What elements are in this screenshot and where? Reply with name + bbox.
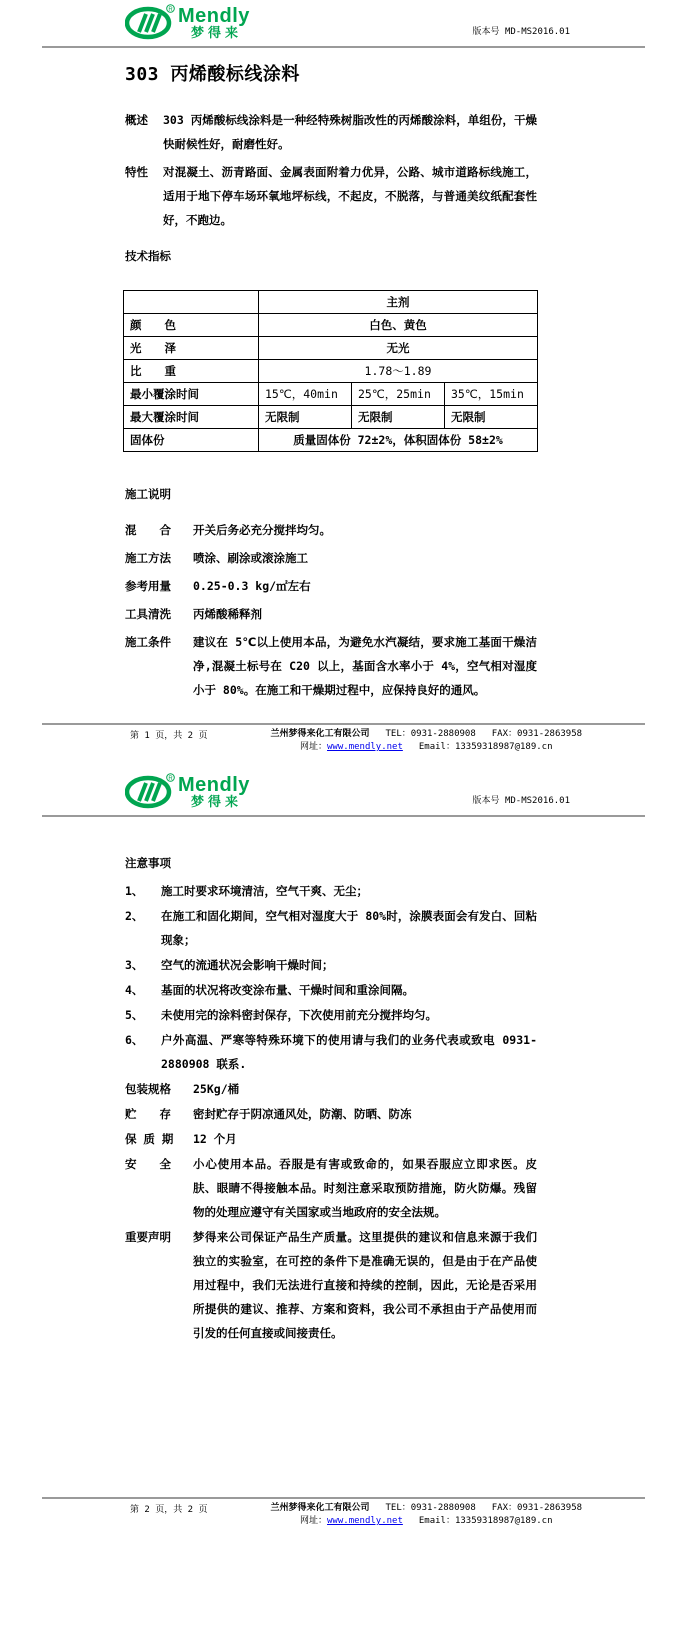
page-number: 第 1 页，共 2 页 (130, 731, 208, 741)
note-item (125, 978, 537, 1002)
intro-row-overview (125, 108, 537, 156)
brand-name-cn: 梦得来 (191, 26, 243, 41)
info-row-disclaimer (125, 1225, 537, 1345)
table-cell-empty (124, 291, 259, 314)
section-text: 对混凝土、沥青路面、金属表面附着力优异，公路、城市道路标线施工，适用于地下停车场环氧地坪标线，不起皮，不脱落，与普通美纹纸配套性好，不跑边。 (163, 165, 537, 227)
brand-name-en: Mendly (178, 5, 250, 27)
table-header-main-agent: 主剂 (259, 291, 538, 314)
page-1 (0, 0, 687, 757)
table-row (124, 360, 538, 383)
note-item (125, 904, 537, 952)
intro-row-features (125, 160, 537, 232)
construction-row-usage (125, 574, 537, 598)
email: Email：13359318987@189.cn (418, 1516, 553, 1526)
brand-name-cn: 梦得来 (191, 795, 243, 810)
info-row-packaging (125, 1077, 537, 1101)
website-label: 网址： (300, 742, 328, 752)
table-row (124, 383, 538, 406)
row-label: 安 全 (125, 1157, 171, 1171)
row-label: 颜 色 (124, 314, 259, 337)
row-label: 保 质 期 (125, 1132, 174, 1146)
row-label: 重要声明 (125, 1230, 171, 1244)
row-value: 35℃，15min (445, 383, 538, 406)
row-label: 施工方法 (125, 551, 171, 565)
note-item (125, 879, 537, 903)
construction-row-conditions (125, 630, 537, 702)
intro-section (125, 108, 537, 268)
page-header (0, 0, 687, 44)
info-row-storage (125, 1102, 537, 1126)
page-header (0, 757, 687, 813)
page-footer (42, 723, 645, 754)
note-text: 在施工和固化期间，空气相对湿度大于 80%时，涂膜表面会有发白、回粘现象； (161, 909, 537, 947)
table-row (124, 314, 538, 337)
tel: TEL：0931-2880908 (385, 729, 476, 739)
construction-row-cleaning (125, 602, 537, 626)
email: Email：13359318987@189.cn (418, 742, 553, 752)
note-item (125, 1028, 537, 1076)
brand-logo (125, 4, 250, 44)
page-footer (42, 1497, 645, 1528)
brand-logo (125, 773, 250, 813)
fax: FAX：0931-2863958 (491, 1503, 583, 1513)
row-value: 无限制 (352, 406, 445, 429)
row-text: 密封贮存于阴凉通风处，防潮、防晒、防冻 (193, 1107, 412, 1121)
row-text: 12 个月 (193, 1132, 237, 1146)
row-label: 混 合 (125, 523, 171, 537)
construction-row-method (125, 546, 537, 570)
row-label: 最小覆涂时间 (124, 383, 259, 406)
svg-text:R: R (168, 776, 173, 782)
company-info (208, 1502, 645, 1528)
svg-text:R: R (168, 7, 173, 13)
table-row (124, 291, 538, 314)
brand-name (178, 4, 250, 40)
header-divider (42, 46, 645, 48)
website-link[interactable]: www.mendly.net (327, 742, 403, 752)
section-label: 特性 (125, 165, 148, 179)
note-number: 4、 (125, 983, 144, 997)
row-value: 无限制 (445, 406, 538, 429)
row-label: 贮 存 (125, 1107, 171, 1121)
row-value: 1.78～1.89 (259, 360, 538, 383)
row-label: 参考用量 (125, 579, 171, 593)
website-label: 网址： (300, 1516, 328, 1526)
construction-section (125, 482, 537, 702)
row-label: 工具清洗 (125, 607, 171, 621)
table-row (124, 337, 538, 360)
row-label: 光 泽 (124, 337, 259, 360)
note-item (125, 1003, 537, 1027)
construction-heading: 施工说明 (125, 487, 171, 501)
row-text: 小心使用本品。吞服是有害或致命的，如果吞服应立即求医。皮肤、眼睛不得接触本品。时刻注意采取预防措施，防火防爆。残留物的处理应遵守有关国家或当地政府的安全法规。 (193, 1157, 537, 1219)
table-row (124, 406, 538, 429)
company-info (208, 728, 645, 754)
note-text: 未使用完的涂料密封保存，下次使用前充分搅拌均匀。 (161, 1008, 437, 1022)
row-text: 喷涂、刷涂或滚涂施工 (193, 551, 308, 565)
row-label: 最大覆涂时间 (124, 406, 259, 429)
row-value: 无限制 (259, 406, 352, 429)
section-text: 303 丙烯酸标线涂料是一种经特殊树脂改性的丙烯酸涂料，单组份，干燥快耐候性好，耐磨性好。 (163, 113, 537, 151)
tel: TEL：0931-2880908 (385, 1503, 476, 1513)
note-number: 6、 (125, 1033, 144, 1047)
page-number: 第 2 页，共 2 页 (130, 1505, 208, 1515)
info-row-shelf-life (125, 1127, 537, 1151)
row-value: 15℃，40min (259, 383, 352, 406)
row-value: 25℃，25min (352, 383, 445, 406)
fax: FAX：0931-2863958 (491, 729, 583, 739)
header-divider (42, 815, 645, 817)
tech-specs-heading: 技术指标 (125, 249, 171, 263)
section-label: 概述 (125, 113, 148, 127)
brand-name (178, 773, 250, 809)
row-value: 白色、黄色 (259, 314, 538, 337)
note-item (125, 953, 537, 977)
company-name: 兰州梦得来化工有限公司 (270, 1503, 370, 1513)
row-value: 无光 (259, 337, 538, 360)
row-text: 25Kg/桶 (193, 1082, 240, 1096)
version-label: 版本号 MD-MS2016.01 (472, 27, 570, 37)
row-label: 施工条件 (125, 635, 171, 649)
brand-name-en: Mendly (178, 774, 250, 796)
note-text: 空气的流通状况会影响干燥时间； (161, 958, 334, 972)
row-label: 比 重 (124, 360, 259, 383)
doc-title: 303 丙烯酸标线涂料 (125, 64, 300, 85)
website-link[interactable]: www.mendly.net (327, 1516, 403, 1526)
mendly-emblem-icon (125, 773, 175, 813)
page-2 (0, 757, 687, 1638)
note-text: 施工时要求环境清洁，空气干爽、无尘； (161, 884, 368, 898)
row-text: 建议在 5℃以上使用本品，为避免水汽凝结，要求施工基面干燥洁净,混凝土标号在 C20 以上，基面含水率小于 4%，空气相对湿度小于 80%。在施工和干燥期过程中，应保持良好的通风。 (193, 635, 537, 697)
note-number: 3、 (125, 958, 144, 972)
row-label: 包装规格 (125, 1082, 171, 1096)
website-row (300, 741, 403, 754)
version-label: 版本号 MD-MS2016.01 (472, 796, 570, 806)
note-number: 5、 (125, 1008, 144, 1022)
note-text: 基面的状况将改变涂布量、干燥时间和重涂间隔。 (161, 983, 414, 997)
table-row (124, 429, 538, 452)
notes-section (125, 851, 537, 1345)
note-number: 1、 (125, 884, 144, 898)
tech-specs-table (123, 290, 538, 452)
row-text: 0.25-0.3 kg/㎡左右 (193, 579, 311, 593)
note-text: 户外高温、严寒等特殊环境下的使用请与我们的业务代表或致电 0931-2880908 联系. (161, 1033, 537, 1071)
info-row-safety (125, 1152, 537, 1224)
row-text: 丙烯酸稀释剂 (193, 607, 262, 621)
mendly-emblem-icon (125, 4, 175, 44)
row-text: 开关后务必充分搅拌均匀。 (193, 523, 331, 537)
website-row (300, 1515, 403, 1528)
row-value: 质量固体份 72±2%，体积固体份 58±2% (259, 429, 538, 452)
row-text: 梦得来公司保证产品生产质量。这里提供的建议和信息来源于我们独立的实验室，在可控的条件下是准确无误的，但是由于在产品使用过程中，我们无法进行直接和持续的控制，因此，无论是否采用所提供的建议、推荐、方案和资料，我公司不承担由于产品使用而引发的任何直接或间接责任。 (193, 1230, 537, 1340)
company-name: 兰州梦得来化工有限公司 (270, 729, 370, 739)
row-label: 固体份 (124, 429, 259, 452)
notes-heading: 注意事项 (125, 856, 171, 870)
construction-row-mixing (125, 518, 537, 542)
note-number: 2、 (125, 909, 144, 923)
